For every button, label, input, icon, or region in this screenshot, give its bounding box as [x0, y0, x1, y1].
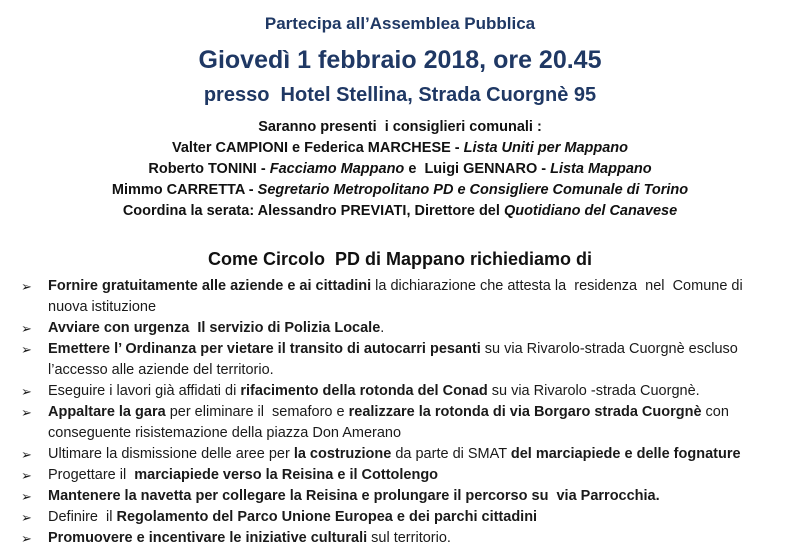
text-run: Ultimare la dismissione delle aree per	[48, 446, 294, 462]
text-run: Coordina la serata: Alessandro PREVIATI, Direttore del	[122, 203, 504, 219]
text-run: Facciamo Mappano	[269, 161, 405, 177]
text-run: Appaltare la gara	[48, 404, 166, 420]
text-run: Fornire gratuitamente alle aziende e ai cittadini	[48, 278, 372, 294]
attendee-line	[0, 159, 800, 180]
attendee-line	[0, 201, 800, 222]
text-run: sul territorio.	[367, 530, 451, 546]
text-run: la costruzione	[293, 446, 392, 462]
text-run: da parte di SMAT	[391, 446, 511, 462]
text-run: Promuovere e incentivare le iniziative culturali	[48, 530, 368, 546]
text-run: realizzare la rotonda di via Borgaro strada Cuorgnè	[348, 404, 702, 420]
text-run: Roberto TONINI -	[148, 161, 270, 177]
text-run: Lista Uniti per Mappano	[463, 140, 629, 156]
list-item-text	[48, 444, 786, 465]
attendees-list	[0, 138, 800, 222]
arrow-bullet-icon: ➢	[21, 405, 32, 420]
list-item	[14, 486, 786, 507]
text-run: marciapiede verso la Reisina e il Cottolengo	[134, 467, 439, 483]
text-run: con conseguente risistemazione della piazza Don Amerano	[48, 404, 733, 441]
list-item	[14, 276, 786, 318]
list-item-text	[48, 276, 786, 318]
list-item-text	[48, 486, 786, 507]
text-run: su via Rivarolo-strada Cuorgnè escluso l’accesso alle aziende del territorio.	[48, 341, 742, 378]
text-run: Segretario Metropolitano PD e Consigliere Comunale di Torino	[257, 182, 689, 198]
list-item	[14, 318, 786, 339]
text-run: Definire il	[48, 509, 117, 525]
header-venue-line: presso Hotel Stellina, Strada Cuorgnè 95	[203, 84, 597, 106]
text-run: Progettare il	[48, 467, 135, 483]
text-run: Avviare con urgenza Il servizio di Polizia Locale	[48, 320, 381, 336]
text-run: rifacimento della rotonda del Conad	[240, 383, 488, 399]
list-item-text	[48, 528, 786, 549]
arrow-bullet-icon: ➢	[21, 510, 32, 525]
list-item-text	[48, 465, 786, 486]
header-date-line: Giovedì 1 febbraio 2018, ore 20.45	[198, 46, 602, 74]
text-run: Emettere l’ Ordinanza per vietare il transito di autocarri pesanti	[48, 341, 481, 357]
text-run: Lista Mappano	[550, 161, 652, 177]
text-run: per eliminare il semaforo e	[165, 404, 349, 420]
arrow-bullet-icon: ➢	[21, 321, 32, 336]
text-run: Mimmo CARRETTA -	[111, 182, 258, 198]
requests-list	[14, 276, 786, 549]
text-run: Mantenere la navetta per collegare la Reisina e prolungare il percorso su via Parrocchia.	[48, 488, 660, 504]
attendees-intro: Saranno presenti i consiglieri comunali :	[258, 119, 542, 135]
requests-title: Come Circolo PD di Mappano richiediamo di	[207, 249, 593, 269]
list-item	[14, 402, 786, 444]
arrow-bullet-icon: ➢	[21, 447, 32, 462]
list-item	[14, 444, 786, 465]
list-item-text	[48, 318, 786, 339]
arrow-bullet-icon: ➢	[21, 489, 32, 504]
text-run: Quotidiano del Canavese	[503, 203, 678, 219]
text-run: .	[380, 320, 385, 336]
text-run: su via Rivarolo -strada Cuorgnè.	[487, 383, 700, 399]
arrow-bullet-icon: ➢	[21, 384, 32, 399]
list-item-text	[48, 339, 786, 381]
text-run: Valter CAMPIONI e Federica MARCHESE -	[171, 140, 464, 156]
list-item-text	[48, 381, 786, 402]
arrow-bullet-icon: ➢	[21, 342, 32, 357]
attendee-line	[0, 138, 800, 159]
list-item	[14, 339, 786, 381]
list-item	[14, 528, 786, 549]
arrow-bullet-icon: ➢	[21, 468, 32, 483]
arrow-bullet-icon: ➢	[21, 279, 32, 294]
text-run: e Luigi GENNARO -	[404, 161, 551, 177]
header-participate-line: Partecipa all’Assemblea Pubblica	[264, 14, 536, 33]
attendee-line	[0, 180, 800, 201]
list-item	[14, 507, 786, 528]
list-item-text	[48, 402, 786, 444]
list-item	[14, 465, 786, 486]
arrow-bullet-icon: ➢	[21, 531, 32, 546]
text-run: del marciapiede e delle fognature	[510, 446, 741, 462]
list-item-text	[48, 507, 786, 528]
text-run: Eseguire i lavori già affidati di	[48, 383, 241, 399]
attendees-section	[0, 117, 800, 222]
text-run: la dichiarazione che attesta la residenza nel Comune di nuova istituzione	[48, 278, 747, 315]
text-run: Regolamento del Parco Unione Europea e dei parchi cittadini	[116, 509, 538, 525]
list-item	[14, 381, 786, 402]
